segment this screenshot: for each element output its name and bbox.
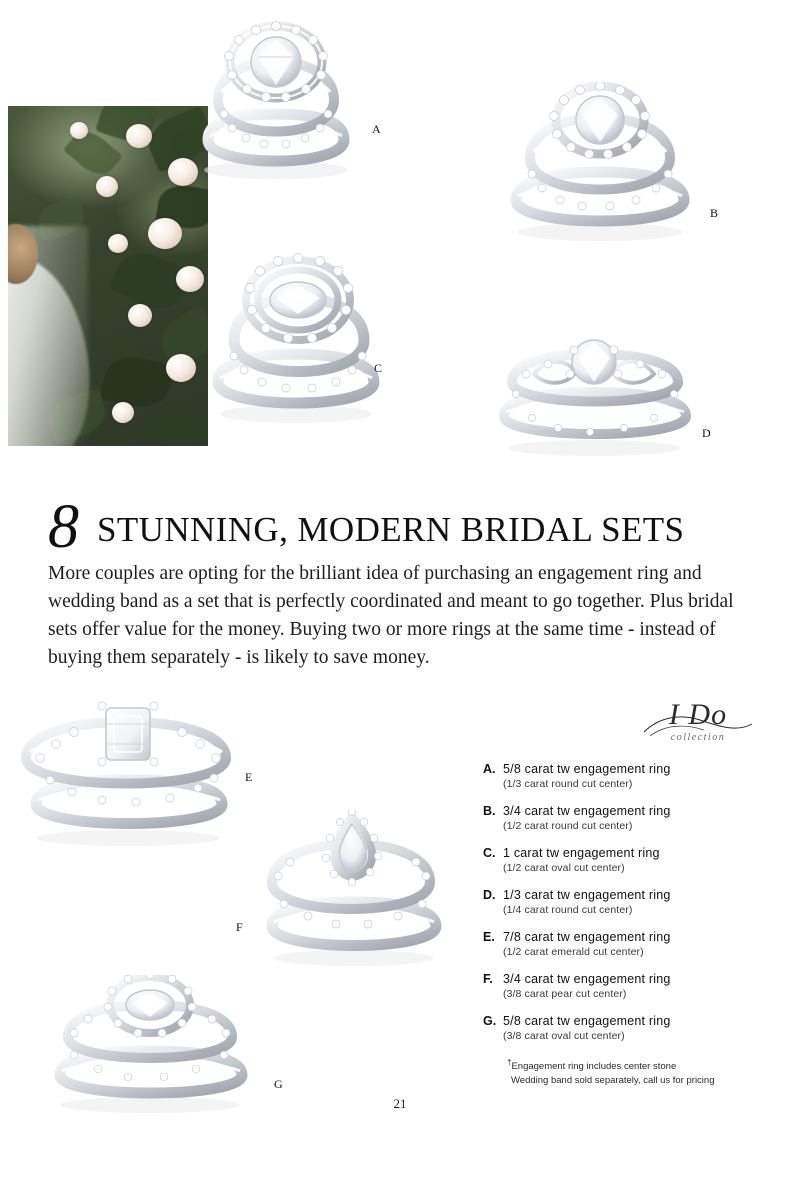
ring-d-illustration bbox=[482, 330, 702, 460]
ring-b-illustration bbox=[490, 82, 710, 252]
legend-title: 7/8 carat tw engagement ring bbox=[503, 930, 671, 944]
flower bbox=[128, 304, 152, 327]
legend-item bbox=[483, 930, 773, 958]
legend-title: 1 carat tw engagement ring bbox=[503, 846, 660, 860]
headline-numeral: 8 bbox=[48, 493, 79, 561]
legend-subtitle: (1/2 carat emerald cut center) bbox=[503, 946, 644, 958]
legend-letter: E. bbox=[483, 930, 495, 944]
legend-letter: F. bbox=[483, 972, 493, 986]
ring-f-illustration bbox=[250, 810, 450, 970]
flower bbox=[96, 176, 118, 197]
legend-item bbox=[483, 804, 773, 832]
footnote-dagger-icon: † bbox=[507, 1058, 512, 1067]
ring-label-e: E bbox=[245, 770, 253, 784]
ring-set-a bbox=[172, 18, 382, 193]
logo-wordmark: I Do bbox=[668, 698, 728, 731]
ring-set-d bbox=[482, 330, 712, 460]
ring-set-e bbox=[10, 692, 253, 852]
logo-collection-label: collection bbox=[670, 732, 726, 743]
flower bbox=[108, 234, 128, 253]
legend-title: 5/8 carat tw engagement ring bbox=[503, 762, 671, 776]
ring-c-illustration bbox=[198, 248, 398, 433]
legend-letter: D. bbox=[483, 888, 496, 902]
legend-subtitle: (1/2 carat oval cut center) bbox=[503, 862, 625, 874]
legend-subtitle: (1/4 carat round cut center) bbox=[503, 904, 633, 916]
page-headline bbox=[48, 490, 752, 561]
legend-letter: B. bbox=[483, 804, 496, 818]
ring-a-illustration bbox=[172, 18, 382, 193]
ring-label-d: D bbox=[702, 426, 712, 440]
ring-set-c bbox=[198, 248, 398, 433]
ring-g-illustration bbox=[36, 975, 266, 1115]
flower bbox=[166, 354, 196, 382]
legend-letter: G. bbox=[483, 1014, 497, 1028]
ring-set-b bbox=[490, 82, 719, 252]
legend-item bbox=[483, 888, 773, 916]
legend-subtitle: (1/3 carat round cut center) bbox=[503, 778, 633, 790]
legend-title: 1/3 carat tw engagement ring bbox=[503, 888, 671, 902]
product-legend bbox=[483, 762, 773, 1088]
ring-set-g bbox=[36, 975, 284, 1115]
legend-subtitle: (1/2 carat round cut center) bbox=[503, 820, 633, 832]
flower bbox=[112, 402, 134, 423]
legend-subtitle: (3/8 carat oval cut center) bbox=[503, 1030, 625, 1042]
legend-item bbox=[483, 1014, 773, 1042]
legend-subtitle: (3/8 carat pear cut center) bbox=[503, 988, 627, 1000]
legend-item bbox=[483, 762, 773, 790]
legend-title: 5/8 carat tw engagement ring bbox=[503, 1014, 671, 1028]
footnote-line-2: Wedding band sold separately, call us for pricing bbox=[511, 1075, 715, 1087]
ring-label-g: G bbox=[274, 1077, 284, 1091]
legend-footnote bbox=[507, 1056, 773, 1088]
legend-title: 3/4 carat tw engagement ring bbox=[503, 972, 671, 986]
page-number: 21 bbox=[393, 1096, 407, 1111]
ring-label-b: B bbox=[710, 206, 719, 220]
ring-label-f: F bbox=[236, 920, 244, 934]
flower bbox=[70, 122, 88, 139]
flower bbox=[126, 124, 152, 148]
legend-item bbox=[483, 972, 773, 1000]
legend-letter: A. bbox=[483, 762, 496, 776]
headline-title: STUNNING, MODERN BRIDAL SETS bbox=[97, 510, 685, 549]
legend-item bbox=[483, 846, 773, 874]
footnote-line-1: Engagement ring includes center stone bbox=[511, 1061, 677, 1073]
brand-logo bbox=[638, 700, 758, 743]
intro-paragraph: More couples are opting for the brilliant idea of purchasing an engagement ring and wedding band as a set that is perfectly coordinated and meant to go together. Plus bridal sets offer value for the money. Buying two or more rings at the same time - instead of buying them separately - is likely to save money. bbox=[48, 563, 734, 668]
legend-letter: C. bbox=[483, 846, 496, 860]
ring-label-c: C bbox=[374, 361, 383, 375]
legend-title: 3/4 carat tw engagement ring bbox=[503, 804, 671, 818]
flower bbox=[148, 218, 182, 249]
ring-label-a: A bbox=[372, 122, 382, 136]
ring-e-illustration bbox=[10, 692, 250, 852]
ring-set-f bbox=[236, 810, 450, 970]
